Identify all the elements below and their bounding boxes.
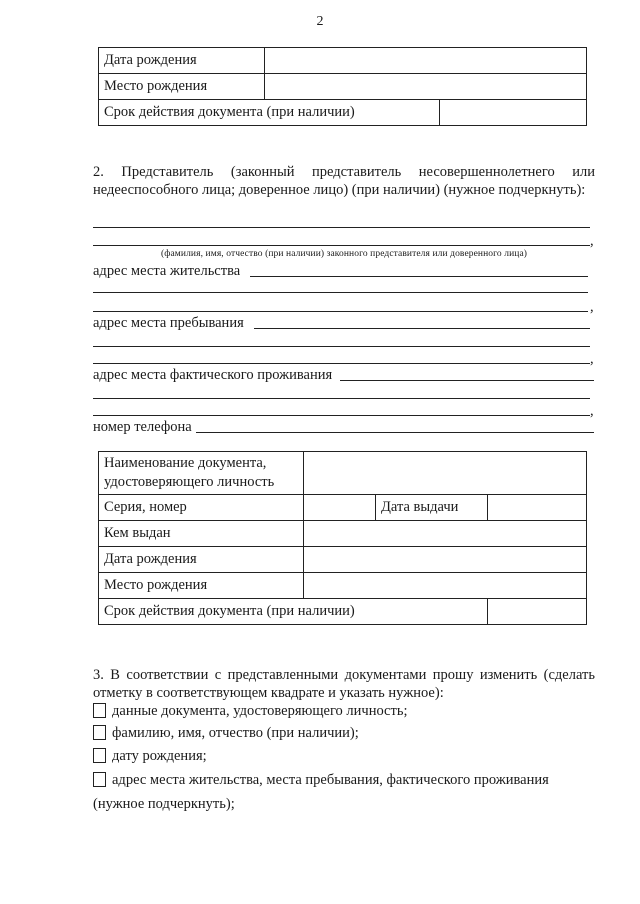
- option-label: адрес места жительства, места пребывания, фактического проживания: [112, 772, 549, 788]
- issue-date-field[interactable]: [488, 495, 587, 521]
- residence-line-1[interactable]: [250, 276, 588, 277]
- birth-place-label: Место рождения: [99, 573, 304, 599]
- comma: ,: [590, 351, 594, 367]
- phone-label: номер телефона: [93, 419, 192, 435]
- underline-note: (нужное подчеркнуть);: [93, 796, 235, 812]
- issued-by-field[interactable]: [304, 521, 587, 547]
- series-number-label: Серия, номер: [99, 495, 304, 521]
- checkbox[interactable]: [93, 703, 106, 718]
- actual-residence-line-3[interactable]: [93, 415, 590, 416]
- phone-line[interactable]: [196, 432, 594, 433]
- identity-table-top: [98, 47, 587, 126]
- option-address[interactable]: [93, 771, 549, 789]
- residence-label: адрес места жительства: [93, 263, 241, 279]
- birth-date-field[interactable]: [265, 48, 587, 74]
- residence-line-2[interactable]: [93, 292, 588, 293]
- stay-label: адрес места пребывания: [93, 315, 244, 331]
- residence-line-3[interactable]: [93, 311, 588, 312]
- birth-date-label: Дата рождения: [99, 547, 304, 573]
- stay-line-3[interactable]: [93, 363, 590, 364]
- fio-line-1[interactable]: [93, 227, 590, 228]
- actual-residence-line-1[interactable]: [340, 380, 594, 381]
- doc-name-field[interactable]: [304, 452, 587, 495]
- checkbox[interactable]: [93, 772, 106, 787]
- option-full-name[interactable]: [93, 724, 359, 742]
- comma: ,: [590, 299, 594, 315]
- comma: ,: [590, 403, 594, 419]
- section-2-heading: 2. Представитель (законный представитель несовершеннолетнего или недееспособного лица; доверенное лицо) (при наличии) (нужное подчеркнуть):: [93, 164, 595, 198]
- validity-label: Срок действия документа (при наличии): [99, 599, 488, 625]
- page-number: 2: [316, 14, 324, 29]
- birth-date-field[interactable]: [304, 547, 587, 573]
- doc-name-label: Наименование документа, удостоверяющего личность: [99, 452, 304, 495]
- identity-table-representative: [98, 451, 587, 625]
- option-birth-date[interactable]: [93, 747, 207, 765]
- validity-field[interactable]: [488, 599, 587, 625]
- validity-field[interactable]: [440, 100, 587, 126]
- comma: ,: [590, 233, 594, 249]
- actual-residence-label: адрес места фактического проживания: [93, 367, 333, 383]
- option-label: фамилию, имя, отчество (при наличии);: [112, 725, 359, 741]
- series-number-field[interactable]: [304, 495, 376, 521]
- issue-date-label: Дата выдачи: [376, 495, 488, 521]
- issued-by-label: Кем выдан: [99, 521, 304, 547]
- validity-label: Срок действия документа (при наличии): [99, 100, 440, 126]
- checkbox[interactable]: [93, 725, 106, 740]
- stay-line-2[interactable]: [93, 346, 590, 347]
- option-label: дату рождения;: [112, 748, 207, 764]
- birth-date-label: Дата рождения: [99, 48, 265, 74]
- birth-place-field[interactable]: [265, 74, 587, 100]
- section-3-heading: 3. В соответствии с представленными документами прошу изменить (сделать отметку в соответствующем квадрате и указать нужное):: [93, 667, 595, 701]
- fio-caption: (фамилия, имя, отчество (при наличии) законного представителя или доверенного лица): [160, 249, 528, 259]
- checkbox[interactable]: [93, 748, 106, 763]
- stay-line-1[interactable]: [254, 328, 590, 329]
- actual-residence-line-2[interactable]: [93, 398, 590, 399]
- fio-line-2[interactable]: [93, 245, 590, 246]
- option-label: данные документа, удостоверяющего личность;: [112, 703, 408, 719]
- birth-place-field[interactable]: [304, 573, 587, 599]
- option-document-data[interactable]: [93, 702, 407, 720]
- birth-place-label: Место рождения: [99, 74, 265, 100]
